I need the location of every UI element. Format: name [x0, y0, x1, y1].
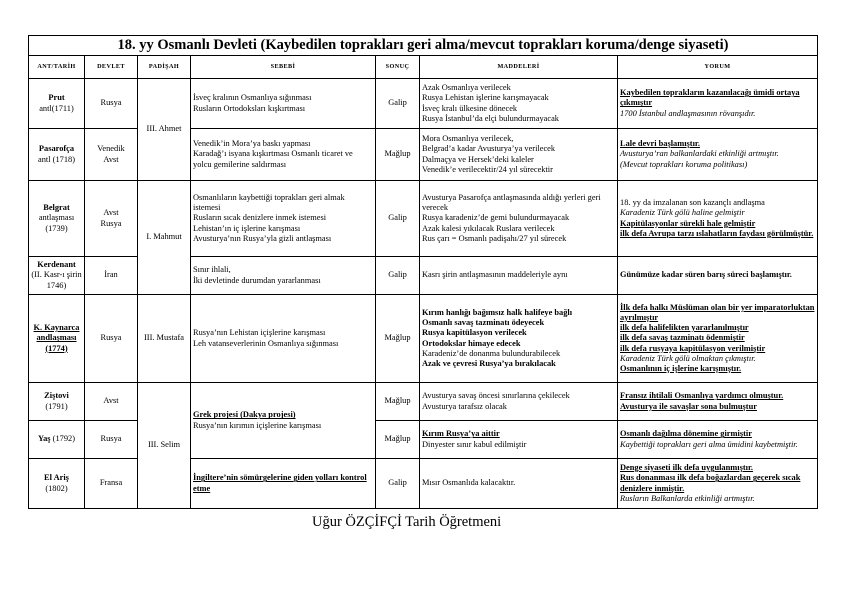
ant-cell	[29, 295, 85, 383]
madde-item: Belgrad’a kadar Avusturya’ya verilecek	[422, 144, 556, 154]
madde-cell	[420, 421, 618, 459]
yorum-item: ilk defa halifelikten yararlanılmıştır	[620, 323, 749, 333]
yorum-item: Kaybedilen toprakların kazanılacağı ümidi ortaya çıkmıştır	[620, 88, 800, 108]
devlet: Avst	[103, 396, 119, 406]
yorum-cell	[618, 459, 818, 509]
yorum-item: Rusların Balkanlarda etkinliği artmıştır.	[620, 493, 755, 503]
ant-date: antl (1718)	[38, 154, 75, 164]
padisah-name: III. Mustafa	[144, 333, 184, 343]
padisah-name: III. Ahmet	[146, 124, 182, 134]
sebep-item: Avusturya’nın Rusya’yla gizli antlaşması	[193, 233, 332, 243]
sebep-item: Venedik’in Mora’ya baskı yapması	[193, 139, 311, 149]
ant-date: (1792)	[52, 434, 75, 444]
history-table	[28, 35, 818, 509]
sebep-cell	[191, 383, 376, 459]
madde-item: Rusya İstanbul’da elçi bulundurmayacak	[422, 113, 559, 123]
yorum-item: Avusturya’ran balkanlardaki etkinliği artmıştır.	[620, 149, 779, 159]
padisah-cell	[138, 79, 191, 181]
madde-item: Rusya Lehistan işlerine karışmayacak	[422, 93, 549, 103]
yorum-item: 18. yy da imzalanan son kazançlı andlaşma	[620, 198, 765, 208]
sebep-item: İki devletinde durumdan yararlanması	[193, 275, 321, 285]
sebep-item: Rusların Ortodoksları kışkırtması	[193, 103, 306, 113]
yorum-cell	[618, 421, 818, 459]
page-title: 18. yy Osmanlı Devleti (Kaybedilen toprakları geri alma/mevcut toprakları koruma/denge siyaseti)	[29, 36, 818, 56]
sonuc-cell: Galip	[376, 459, 420, 509]
devlet: Rusya	[100, 98, 122, 108]
devlet-cell	[85, 257, 138, 295]
devlet-cell	[85, 383, 138, 421]
ant-cell	[29, 79, 85, 129]
sonuc-cell: Mağlup	[376, 383, 420, 421]
devlet: İran	[104, 270, 118, 280]
table-row	[29, 383, 818, 421]
ant-cell	[29, 421, 85, 459]
yorum-cell	[618, 181, 818, 257]
header-maddeleri: MADDELERİ	[420, 56, 618, 79]
table-row	[29, 295, 818, 383]
header-sebebi: SEBEBİ	[191, 56, 376, 79]
sonuc-cell: Galip	[376, 257, 420, 295]
madde-cell	[420, 79, 618, 129]
ant-cell	[29, 129, 85, 181]
madde-cell	[420, 295, 618, 383]
madde-item: Rusya karadeniz’de gemi bulundurmayacak	[422, 213, 570, 223]
sebep-item: Lehistan’ın iç işlerine karışması	[193, 223, 301, 233]
madde-cell	[420, 129, 618, 181]
padisah-name: III. Selim	[147, 440, 181, 450]
ant-name: Kerdenant	[37, 260, 76, 270]
devlet-cell	[85, 459, 138, 509]
devlet: Rusya	[100, 434, 122, 444]
devlet-cell	[85, 295, 138, 383]
sebep-item: Leh vatanseverlerinin Osmanlıya sığınması	[193, 338, 339, 348]
madde-item: Mora Osmanlıya verilecek,	[422, 134, 514, 144]
yorum-item: ilk defa savaş tazminatı ödenmiştir	[620, 333, 745, 343]
header-devlet: DEVLET	[85, 56, 138, 79]
header-yorum: YORUM	[618, 56, 818, 79]
yorum-cell	[618, 383, 818, 421]
ant-name: El Ariş	[44, 473, 69, 483]
table-row	[29, 79, 818, 129]
yorum-cell	[618, 295, 818, 383]
ant-cell	[29, 257, 85, 295]
madde-cell	[420, 459, 618, 509]
devlet: Avst	[103, 154, 119, 164]
yorum-item: İlk defa halkı Müslüman olan bir yer imparatorluktan ayrılmıştır	[620, 302, 815, 322]
madde-item: Avusturya tarafsız olacak	[422, 401, 507, 411]
padisah-name: I. Mahmut	[146, 232, 182, 242]
ant-name: Pasarofça	[38, 144, 75, 154]
sebep-cell	[191, 79, 376, 129]
yorum-cell	[618, 257, 818, 295]
madde-item: Venedik’e verilecektir/24 yıl sürecektir	[422, 164, 553, 174]
ant-date: (II. Kasr-ı şirin 1746)	[31, 270, 82, 290]
sebep-cell	[191, 181, 376, 257]
ant-date: (1791)	[45, 401, 68, 411]
devlet: Avst	[103, 208, 119, 218]
sonuc-cell: Galip	[376, 79, 420, 129]
sebep-cell	[191, 257, 376, 295]
madde-item: Rusya kapitülasyon verilecek	[422, 328, 527, 338]
madde-cell	[420, 181, 618, 257]
padisah-cell	[138, 295, 191, 383]
madde-cell	[420, 257, 618, 295]
yorum-cell	[618, 79, 818, 129]
devlet-cell	[85, 181, 138, 257]
yorum-item: Osmanlının iç işlerine karışmıştır.	[620, 364, 742, 373]
ant-name: Yaş	[38, 434, 51, 444]
yorum-item: ilk defa rusyaya kapitülasyon verilmiştir	[620, 343, 766, 353]
madde-item: Dinyester sınır kabul edilmiştir	[422, 439, 527, 449]
yorum-item: Kaybettiği toprakları geri alma ümidini kaybetmiştir.	[620, 439, 798, 449]
madde-item: Rus çarı = Osmanlı padişahı/27 yıl sürecek	[422, 233, 567, 243]
madde-item: Kırım hanlığı bağımsız halk halifeye bağlı	[422, 307, 573, 317]
devlet: Venedik	[97, 144, 125, 154]
madde-item: Avusturya savaş öncesi sınırlarına çekilecek	[422, 391, 570, 401]
madde-item: Ortodokslar himaye edecek	[422, 338, 521, 348]
author-footer: Uğur ÖZÇİFÇİ Tarih Öğretmeni	[312, 514, 502, 530]
madde-item: Mısır Osmanlıda kalacaktır.	[422, 478, 516, 488]
devlet: Fransa	[99, 478, 123, 488]
sebep-item: İsveç kralının Osmanlıya sığınması	[193, 93, 312, 103]
devlet: Rusya	[100, 333, 122, 343]
madde-item: Kasrı şirin antlaşmasının maddeleriyle aynı	[422, 270, 568, 280]
ant-date: antl(1711)	[39, 103, 74, 113]
madde-item: Kırım Rusya’ya aittir	[422, 429, 500, 439]
ant-name: Prut	[48, 93, 65, 103]
ant-date: (1802)	[45, 483, 68, 493]
sebep-cell	[191, 459, 376, 509]
table-row	[29, 181, 818, 257]
header-ant-tarih: ANT/TARİH	[29, 56, 85, 79]
ant-cell	[29, 383, 85, 421]
yorum-cell	[618, 129, 818, 181]
sonuc-cell: Mağlup	[376, 295, 420, 383]
sebep-item: Karadağ’ı isyana kışkırtması Osmanlı ticaret ve yolcu gemilerine saldırması	[193, 149, 353, 169]
sebep-item: Rusya’nın kırımın içişlerine karışması	[193, 420, 322, 430]
padisah-cell	[138, 383, 191, 509]
yorum-item: Lale devri başlamıştır.	[620, 139, 700, 149]
header-padisah: PADİŞAH	[138, 56, 191, 79]
madde-item: Azak Osmanlıya verilecek	[422, 83, 511, 93]
sebep-item: Grek projesi (Dakya projesi)	[193, 410, 296, 420]
madde-item: Azak kalesi yıkılacak Ruslara verilecek	[422, 223, 555, 233]
madde-item: İsveç kralı ülkesine dönecek	[422, 103, 518, 113]
devlet: Rusya	[100, 218, 122, 228]
sonuc-cell: Mağlup	[376, 129, 420, 181]
yorum-item: Fransız ihtilali Osmanlıya yardımcı olmuştur.	[620, 391, 784, 401]
madde-item: Osmanlı savaş tazminatı ödeyecek	[422, 318, 545, 328]
madde-item: Azak ve çevresi Rusya’ya bırakılacak	[422, 358, 556, 368]
header-row	[29, 56, 818, 79]
yorum-item: Karadeniz Türk gölü olmaktan çıkmıştır.	[620, 353, 756, 363]
devlet-cell	[85, 421, 138, 459]
yorum-item: ilk defa Avrupa tarzı ıslahatların faydası görülmüştür.	[620, 228, 814, 238]
ant-cell	[29, 459, 85, 509]
yorum-item: Kapitülasyonlar sürekli hale gelmiştir	[620, 218, 756, 228]
yorum-item: Günümüze kadar süren barış süreci başlamıştır.	[620, 270, 792, 280]
ant-date: antlaşması (1739)	[38, 213, 75, 233]
yorum-item: 1700 İstanbul andlaşmasının rövanşıdır.	[620, 108, 756, 118]
yorum-item: Avusturya ile savaşlar sona bulmuştur	[620, 401, 757, 411]
ant-name: K. Kaynarca andlaşması (1774)	[33, 323, 80, 353]
sebep-cell	[191, 129, 376, 181]
sebep-item: İngiltere’nin sömürgelerine giden yolları kontrol etme	[193, 473, 367, 493]
madde-item: Avusturya Pasarofça antlaşmasında aldığı yerleri geri verecek	[422, 192, 601, 213]
madde-item: Dalmaçya ve Hersek’deki kaleler	[422, 154, 534, 164]
sebep-item: Osmanlıların kaybettiği toprakları geri almak istemesi	[193, 192, 345, 213]
header-sonuc: SONUÇ	[376, 56, 420, 79]
sebep-item: Rusya’nın Lehistan içişlerine karışması	[193, 328, 326, 338]
sebep-item: Sınır ihlali,	[193, 265, 231, 275]
sonuc-cell: Galip	[376, 181, 420, 257]
yorum-item: Osmanlı dağılma dönemine girmiştir	[620, 429, 752, 439]
sebep-item: Rusların sıcak denizlere inmek istemesi	[193, 213, 327, 223]
sebep-cell	[191, 295, 376, 383]
yorum-item: (Mevcut toprakları koruma politikası)	[620, 159, 748, 169]
yorum-item: Karadeniz Türk gölü haline gelmiştir	[620, 208, 745, 218]
yorum-item: Rus donanması ilk defa boğazlardan geçerek sıcak denizlere inmiştir.	[620, 473, 801, 493]
yorum-item: Denge siyaseti ilk defa uygulanmıştır.	[620, 463, 754, 473]
ant-cell	[29, 181, 85, 257]
ant-name: Ziştovi	[44, 391, 69, 401]
sonuc-cell: Mağlup	[376, 421, 420, 459]
ant-name: Belgrat	[43, 203, 70, 213]
madde-item: Karadeniz’de donanma bulundurabilecek	[422, 348, 561, 358]
devlet-cell	[85, 129, 138, 181]
devlet-cell	[85, 79, 138, 129]
madde-cell	[420, 383, 618, 421]
padisah-cell	[138, 181, 191, 295]
